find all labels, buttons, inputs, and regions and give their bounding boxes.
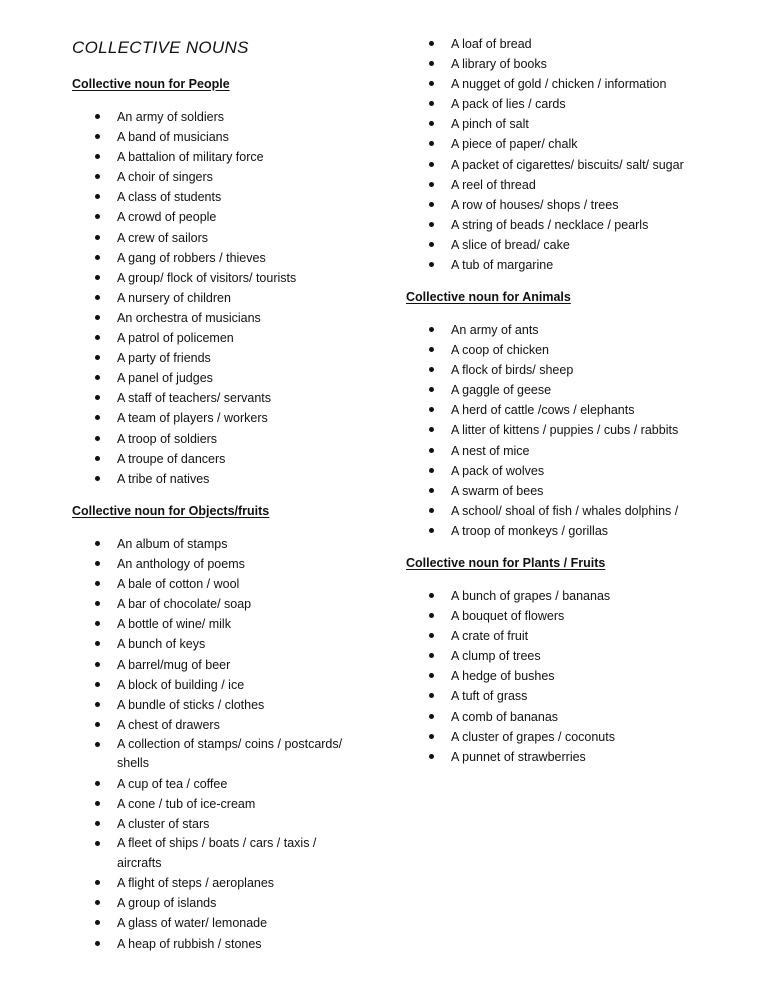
list-item: A nursery of children <box>72 288 372 308</box>
list-item: A battalion of military force <box>72 147 372 167</box>
list-item: A pinch of salt <box>406 114 684 134</box>
list-item: An album of stamps <box>72 534 372 554</box>
list-item: A group/ flock of visitors/ tourists <box>72 268 372 288</box>
list-item: A glass of water/ lemonade <box>72 913 372 933</box>
people-list <box>72 107 372 489</box>
list-item: A class of students <box>72 187 372 207</box>
list-item: A row of houses/ shops / trees <box>406 195 684 215</box>
list-item: A bale of cotton / wool <box>72 574 372 594</box>
document-title: COLLECTIVE NOUNS <box>72 38 249 57</box>
list-item: A gaggle of geese <box>406 380 678 400</box>
list-item: A tuft of grass <box>406 686 615 706</box>
list-item: A heap of rubbish / stones <box>72 934 372 954</box>
list-item: A bottle of wine/ milk <box>72 614 372 634</box>
animals-list <box>406 320 678 541</box>
list-item: A bunch of grapes / bananas <box>406 586 615 606</box>
list-item: A crate of fruit <box>406 626 615 646</box>
list-item: A group of islands <box>72 893 372 913</box>
list-item: A tub of margarine <box>406 255 684 275</box>
list-item: A flight of steps / aeroplanes <box>72 873 372 893</box>
list-item: A clump of trees <box>406 646 615 666</box>
list-item: A cup of tea / coffee <box>72 774 372 794</box>
list-item: A collection of stamps/ coins / postcards/ shells <box>72 735 357 774</box>
plants-list <box>406 586 615 767</box>
list-item: A library of books <box>406 54 684 74</box>
list-item: A pack of lies / cards <box>406 94 684 114</box>
list-item: An orchestra of musicians <box>72 308 372 328</box>
list-item: A slice of bread/ cake <box>406 235 684 255</box>
list-item: A punnet of strawberries <box>406 747 615 767</box>
list-item: A coop of chicken <box>406 340 678 360</box>
list-item: A swarm of bees <box>406 481 678 501</box>
list-item: A troupe of dancers <box>72 449 372 469</box>
objects-section-heading: Collective noun for Objects/fruits <box>72 504 270 518</box>
list-item: A cluster of stars <box>72 814 372 834</box>
list-item: A troop of soldiers <box>72 429 372 449</box>
list-item: A bunch of keys <box>72 634 372 654</box>
list-item: A bar of chocolate/ soap <box>72 594 372 614</box>
list-item: A crowd of people <box>72 207 372 227</box>
people-section-heading: Collective noun for People <box>72 77 230 91</box>
list-item: A reel of thread <box>406 175 684 195</box>
list-item: An anthology of poems <box>72 554 372 574</box>
list-item: A panel of judges <box>72 368 372 388</box>
objects-list-continued <box>406 34 684 275</box>
list-item: A block of building / ice <box>72 675 372 695</box>
list-item: A litter of kittens / puppies / cubs / rabbits <box>406 420 678 440</box>
list-item: A packet of cigarettes/ biscuits/ salt/ sugar <box>406 155 684 175</box>
list-item: A nugget of gold / chicken / information <box>406 74 684 94</box>
list-item: A patrol of policemen <box>72 328 372 348</box>
list-item: A band of musicians <box>72 127 372 147</box>
list-item: A troop of monkeys / gorillas <box>406 521 678 541</box>
list-item: A staff of teachers/ servants <box>72 388 372 408</box>
list-item: A party of friends <box>72 348 372 368</box>
plants-section-heading: Collective noun for Plants / Fruits <box>406 556 606 570</box>
list-item: A loaf of bread <box>406 34 684 54</box>
list-item: A nest of mice <box>406 441 678 461</box>
list-item: A piece of paper/ chalk <box>406 134 684 154</box>
list-item: A comb of bananas <box>406 707 615 727</box>
list-item: A flock of birds/ sheep <box>406 360 678 380</box>
list-item: An army of soldiers <box>72 107 372 127</box>
list-item: A pack of wolves <box>406 461 678 481</box>
objects-list <box>72 534 372 954</box>
list-item: A tribe of natives <box>72 469 372 489</box>
list-item: An army of ants <box>406 320 678 340</box>
list-item: A choir of singers <box>72 167 372 187</box>
list-item: A bouquet of flowers <box>406 606 615 626</box>
list-item: A cone / tub of ice-cream <box>72 794 372 814</box>
list-item: A herd of cattle /cows / elephants <box>406 400 678 420</box>
list-item: A crew of sailors <box>72 228 372 248</box>
list-item: A cluster of grapes / coconuts <box>406 727 615 747</box>
list-item: A fleet of ships / boats / cars / taxis / aircrafts <box>72 834 357 873</box>
list-item: A hedge of bushes <box>406 666 615 686</box>
list-item: A team of players / workers <box>72 408 372 428</box>
list-item: A string of beads / necklace / pearls <box>406 215 684 235</box>
animals-section-heading: Collective noun for Animals <box>406 290 571 304</box>
list-item: A school/ shoal of fish / whales dolphins / <box>406 501 678 521</box>
list-item: A gang of robbers / thieves <box>72 248 372 268</box>
list-item: A bundle of sticks / clothes <box>72 695 372 715</box>
list-item: A chest of drawers <box>72 715 372 735</box>
list-item: A barrel/mug of beer <box>72 655 372 675</box>
